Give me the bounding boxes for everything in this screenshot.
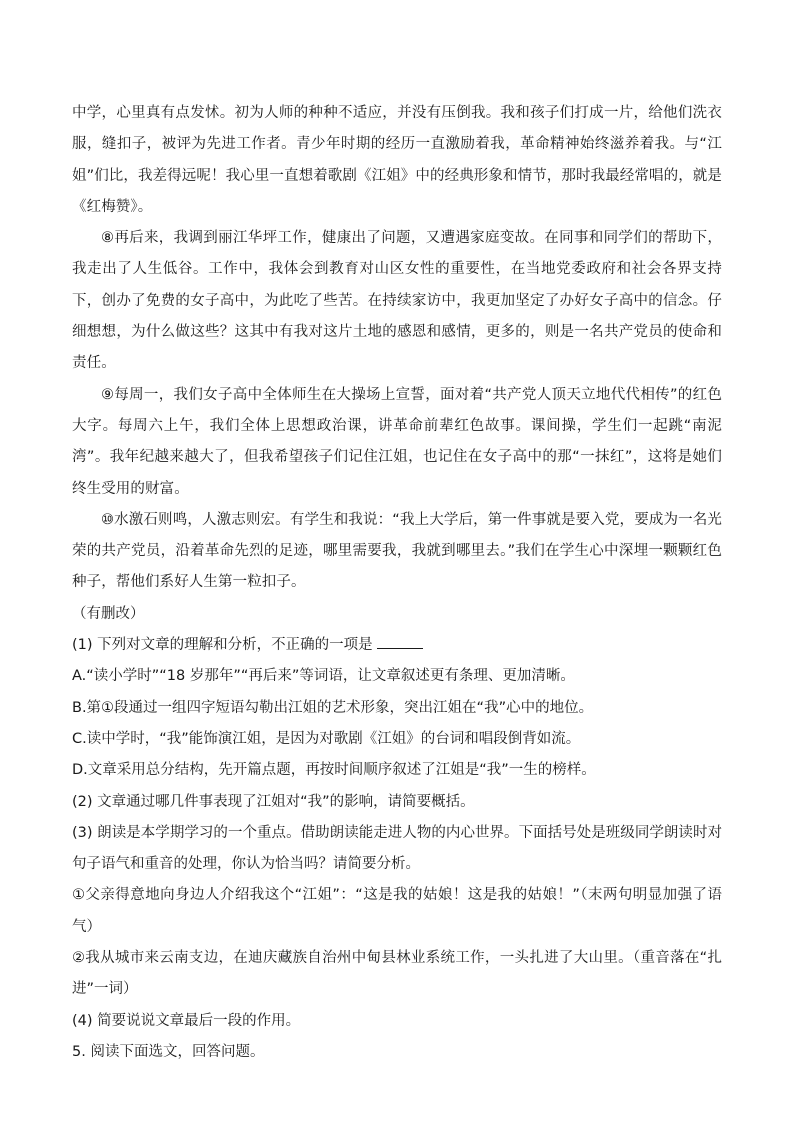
passage-paragraph-8: ⑧再后来，我调到丽江华坪工作，健康出了问题，又遭遇家庭变故。在同事和同学们的帮助下，我走出了人生低谷。工作中，我体会到教育对山区女性的重要性，在当地党委政府和社会各界支持下，创办了免费的女子高中，为此吃了些苦。在持续家访中，我更加坚定了办好女子高中的信念。仔细想想，为什么做这些？这其中有我对这片土地的感恩和感情，更多的，则是一名共产党员的使命和责任。	[72, 230, 722, 372]
question-3-item-2: ②我从城市来云南支边，在迪庆藏族自治州中甸县林业系统工作，一头扎进了大山里。（重音落在“扎进”一词）	[72, 950, 722, 998]
question-1-option-c: C.读中学时，“我”能饰演江姐，是因为对歌剧《江姐》的台词和唱段倒背如流。	[72, 730, 581, 747]
answer-blank	[377, 636, 423, 649]
question-1-option-d: D.文章采用总分结构，先开篇点题，再按时间顺序叙述了江姐是“我”一生的榜样。	[72, 762, 596, 779]
question-3-item-1: ①父亲得意地向身边人介绍我这个“江姐”：“这是我的姑娘！这是我的姑娘！”（末两句明显加强了语气）	[72, 887, 722, 935]
question-1	[72, 630, 722, 661]
question-3: (3) 朗读是本学期学习的一个重点。借助朗读能走进人物的内心世界。下面括号处是班级同学朗读时对句子语气和重音的处理，你认为恰当吗？请简要分析。	[72, 824, 722, 873]
passage-paragraph-9: ⑨每周一，我们女子高中全体师生在大操场上宣誓，面对着“共产党人顶天立地代代相传”的红色大字。每周六上午，我们全体上思想政治课，讲革命前辈红色故事。课间操，学生们一起跳“南泥湾”。我年纪越来越大了，但我希望孩子们记住江姐，也记住在女子高中的那“一抹红”，这将是她们终生受用的财富。	[72, 386, 722, 497]
passage-paragraph-10: ⑩水激石则鸣，人激志则宏。有学生和我说：“我上大学后，第一件事就是要入党，要成为一名光荣的共产党员，沿着革命先烈的足迹，哪里需要我，我就到哪里去。”我们在学生心中深埋一颗颗红色种子，帮他们系好人生第一粒扣子。	[72, 511, 722, 591]
question-4: (4) 简要说说文章最后一段的作用。	[72, 1012, 301, 1029]
passage-paragraph-continued: 中学，心里真有点发怵。初为人师的种种不适应，并没有压倒我。我和孩子们打成一片，给他们洗衣服，缝扣子，被评为先进工作者。青少年时期的经历一直激励着我，革命精神始终滋养着我。与“江姐”们比，我差得远呢！我心里一直想着歌剧《江姐》中的经典形象和情节，那时我最经常唱的，就是《红梅赞》。	[72, 105, 723, 215]
edit-note: （有删改）	[72, 605, 145, 622]
question-1-option-b: B.第①段通过一组四字短语勾勒出江姐的艺术形象，突出江姐在“我”心中的地位。	[72, 699, 594, 716]
question-1-option-a: A.“读小学时”“18 岁那年”“再后来”等词语，让文章叙述更有条理、更加清晰。	[72, 668, 575, 685]
question-2: (2) 文章通过哪几件事表现了江姐对“我”的影响，请简要概括。	[72, 793, 475, 810]
question-1-text: (1) 下列对文章的理解和分析，不正确的一项是	[72, 637, 373, 654]
question-5: 5. 阅读下面选文，回答问题。	[72, 1043, 265, 1060]
document-page	[72, 98, 722, 1068]
